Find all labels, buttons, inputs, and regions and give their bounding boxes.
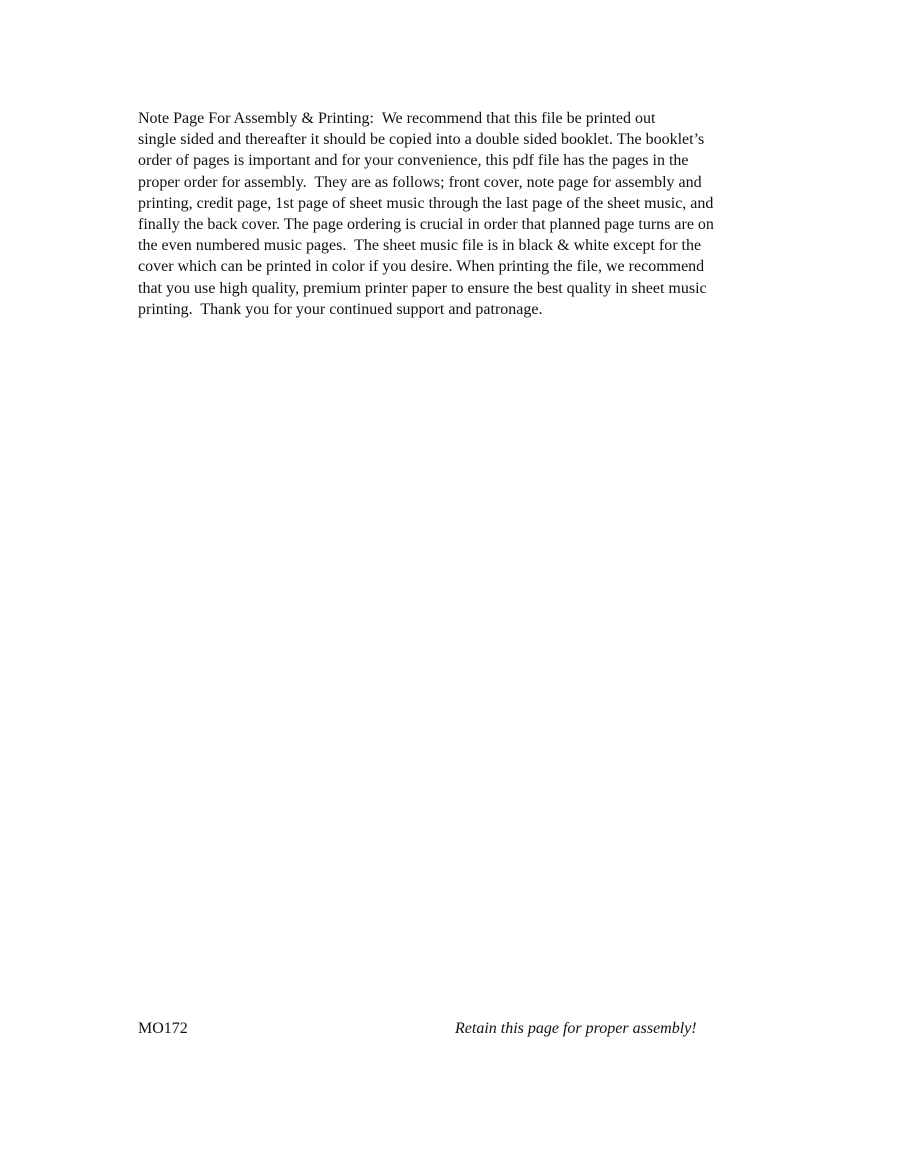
note-line: order of pages is important and for your convenience, this pdf file has the pages in the (138, 152, 689, 170)
catalog-code: MO172 (138, 1020, 188, 1037)
note-line: that you use high quality, premium printer paper to ensure the best quality in sheet music (138, 279, 707, 297)
note-line: cover which can be printed in color if you desire. When printing the file, we recommend (138, 258, 705, 276)
note-line: printing. Thank you for your continued support and patronage. (138, 300, 543, 318)
note-line: finally the back cover. The page ordering is crucial in order that planned page turns are on (138, 216, 714, 234)
note-line: single sided and thereafter it should be copied into a double sided booklet. The booklet’s (138, 131, 705, 149)
assembly-printing-note (138, 108, 778, 320)
note-line: the even numbered music pages. The sheet music file is in black & white except for the (138, 237, 702, 255)
retain-page-note: Retain this page for proper assembly! (455, 1020, 697, 1037)
note-line: printing, credit page, 1st page of sheet music through the last page of the sheet music, and (138, 194, 714, 212)
note-line: Note Page For Assembly & Printing: We recommend that this file be printed out (138, 110, 656, 127)
note-line: proper order for assembly. They are as follows; front cover, note page for assembly and (138, 173, 702, 191)
